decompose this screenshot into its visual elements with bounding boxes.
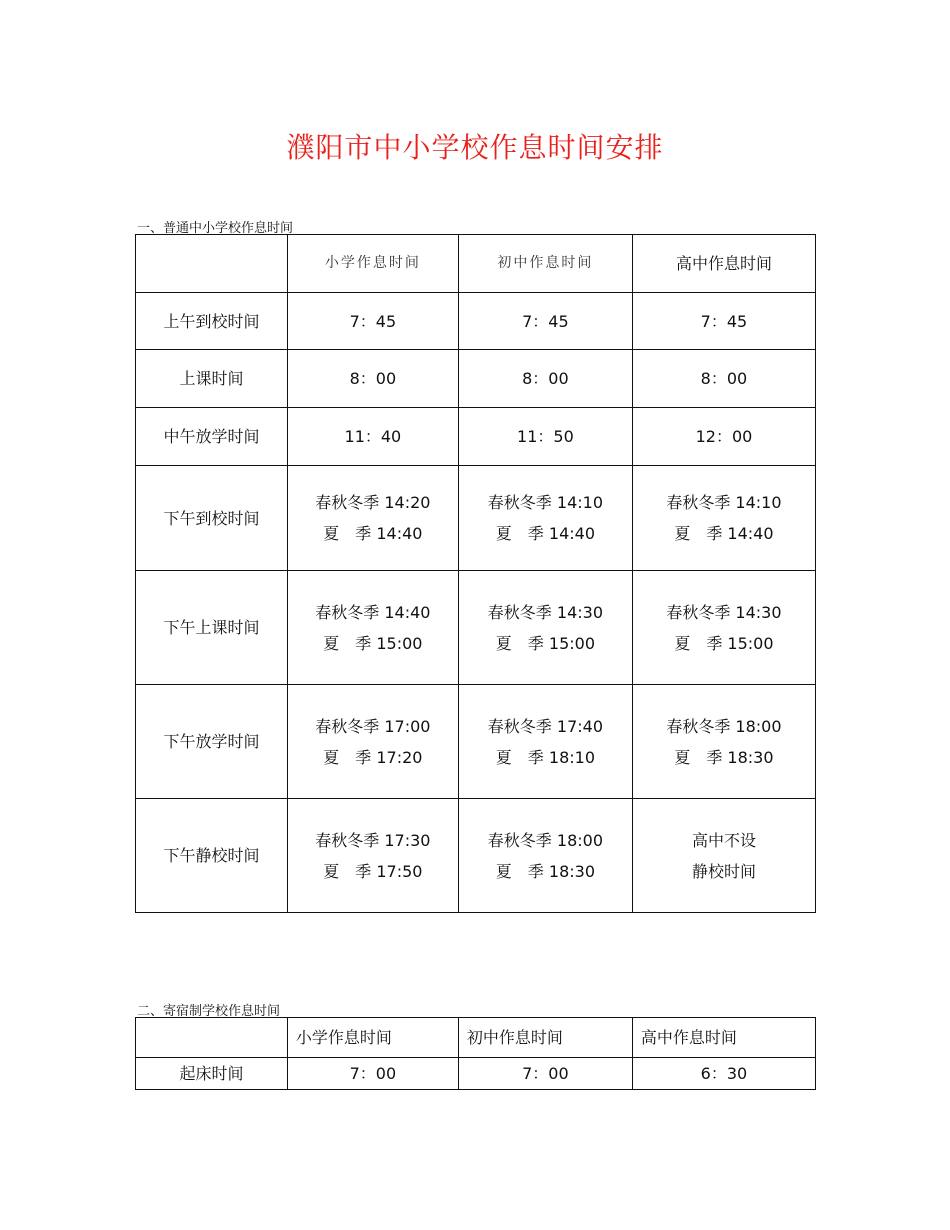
cell-line: 夏 季 17:50 xyxy=(323,861,423,881)
row-label: 下午静校时间 xyxy=(136,799,288,913)
time-cell xyxy=(287,293,458,350)
time-cell xyxy=(287,1058,458,1090)
time-cell xyxy=(458,1058,632,1090)
time-cell xyxy=(632,571,815,685)
column-header: 高中作息时间 xyxy=(632,1018,815,1058)
section2-table xyxy=(135,1017,816,1090)
cell-line: 春秋冬季 18:00 xyxy=(487,830,603,850)
cell-line: 11：40 xyxy=(344,427,402,446)
table-row xyxy=(136,799,816,913)
time-cell xyxy=(632,293,815,350)
time-cell xyxy=(458,466,632,571)
row-label: 起床时间 xyxy=(136,1058,288,1090)
table-row xyxy=(136,293,816,350)
time-cell xyxy=(458,799,632,913)
cell-line: 夏 季 17:20 xyxy=(323,747,423,767)
cell-line: 夏 季 15:00 xyxy=(495,633,595,653)
time-cell xyxy=(632,466,815,571)
time-cell xyxy=(632,350,815,408)
cell-line: 7：45 xyxy=(700,311,748,331)
cell-line: 春秋冬季 14:10 xyxy=(666,493,782,512)
row-label: 上午到校时间 xyxy=(136,293,288,350)
cell-line: 12：00 xyxy=(695,427,753,446)
table-row xyxy=(136,571,816,685)
page-title: 濮阳市中小学校作息时间安排 xyxy=(286,131,664,164)
column-header: 小学作息时间 xyxy=(287,235,458,293)
cell-line: 11：50 xyxy=(517,427,574,446)
cell-line: 夏 季 14:40 xyxy=(323,524,423,543)
row-label: 下午放学时间 xyxy=(136,685,288,799)
row-label: 下午上课时间 xyxy=(136,571,288,685)
cell-line: 春秋冬季 17:00 xyxy=(315,716,431,736)
cell-line: 夏 季 18:30 xyxy=(495,861,595,881)
time-cell xyxy=(287,571,458,685)
column-header xyxy=(136,235,288,293)
cell-line: 静校时间 xyxy=(691,861,756,881)
column-header: 初中作息时间 xyxy=(458,235,632,293)
table-row xyxy=(136,408,816,466)
column-header: 初中作息时间 xyxy=(458,1018,632,1058)
time-cell xyxy=(287,350,458,408)
column-header: 高中作息时间 xyxy=(632,235,815,293)
table-row xyxy=(136,350,816,408)
cell-line: 春秋冬季 14:40 xyxy=(315,602,431,622)
table-row xyxy=(136,1058,816,1090)
cell-line: 高中不设 xyxy=(691,830,756,850)
cell-line: 8：00 xyxy=(349,369,397,388)
cell-line: 夏 季 14:40 xyxy=(674,524,774,543)
table-row xyxy=(136,685,816,799)
cell-line: 春秋冬季 17:30 xyxy=(315,830,431,850)
cell-line: 春秋冬季 14:30 xyxy=(666,602,782,622)
cell-line: 春秋冬季 18:00 xyxy=(666,716,782,736)
cell-line: 8：00 xyxy=(522,369,569,388)
table-row xyxy=(136,466,816,571)
time-cell xyxy=(287,799,458,913)
cell-line: 夏 季 15:00 xyxy=(674,633,774,653)
time-cell xyxy=(458,571,632,685)
cell-line: 6：30 xyxy=(700,1064,748,1083)
row-label: 中午放学时间 xyxy=(136,408,288,466)
cell-line: 春秋冬季 14:10 xyxy=(487,493,603,512)
section1-label: 一、普通中小学校作息时间 xyxy=(137,221,294,236)
cell-line: 春秋冬季 14:30 xyxy=(487,602,603,622)
time-cell xyxy=(458,408,632,466)
cell-line: 春秋冬季 17:40 xyxy=(487,716,603,736)
cell-line: 7：45 xyxy=(522,311,569,331)
time-cell xyxy=(287,466,458,571)
column-header xyxy=(136,1018,288,1058)
time-cell xyxy=(458,293,632,350)
time-cell xyxy=(287,685,458,799)
time-cell xyxy=(458,685,632,799)
time-cell xyxy=(632,799,815,913)
header-row xyxy=(136,235,816,293)
cell-line: 8：00 xyxy=(700,369,748,388)
column-header: 小学作息时间 xyxy=(287,1018,458,1058)
time-cell xyxy=(632,685,815,799)
time-cell xyxy=(632,1058,815,1090)
cell-line: 夏 季 18:10 xyxy=(495,747,595,767)
cell-line: 夏 季 15:00 xyxy=(323,633,423,653)
cell-line: 夏 季 18:30 xyxy=(674,747,774,767)
time-cell xyxy=(287,408,458,466)
cell-line: 7：00 xyxy=(349,1064,397,1083)
cell-line: 7：45 xyxy=(349,311,397,331)
section1-table xyxy=(135,234,816,913)
section2-label: 二、寄宿制学校作息时间 xyxy=(137,1004,281,1019)
row-label: 上课时间 xyxy=(136,350,288,408)
time-cell xyxy=(632,408,815,466)
time-cell xyxy=(458,350,632,408)
row-label: 下午到校时间 xyxy=(136,466,288,571)
cell-line: 春秋冬季 14:20 xyxy=(315,493,431,512)
header-row xyxy=(136,1018,816,1058)
cell-line: 夏 季 14:40 xyxy=(495,524,595,543)
cell-line: 7：00 xyxy=(522,1064,569,1083)
